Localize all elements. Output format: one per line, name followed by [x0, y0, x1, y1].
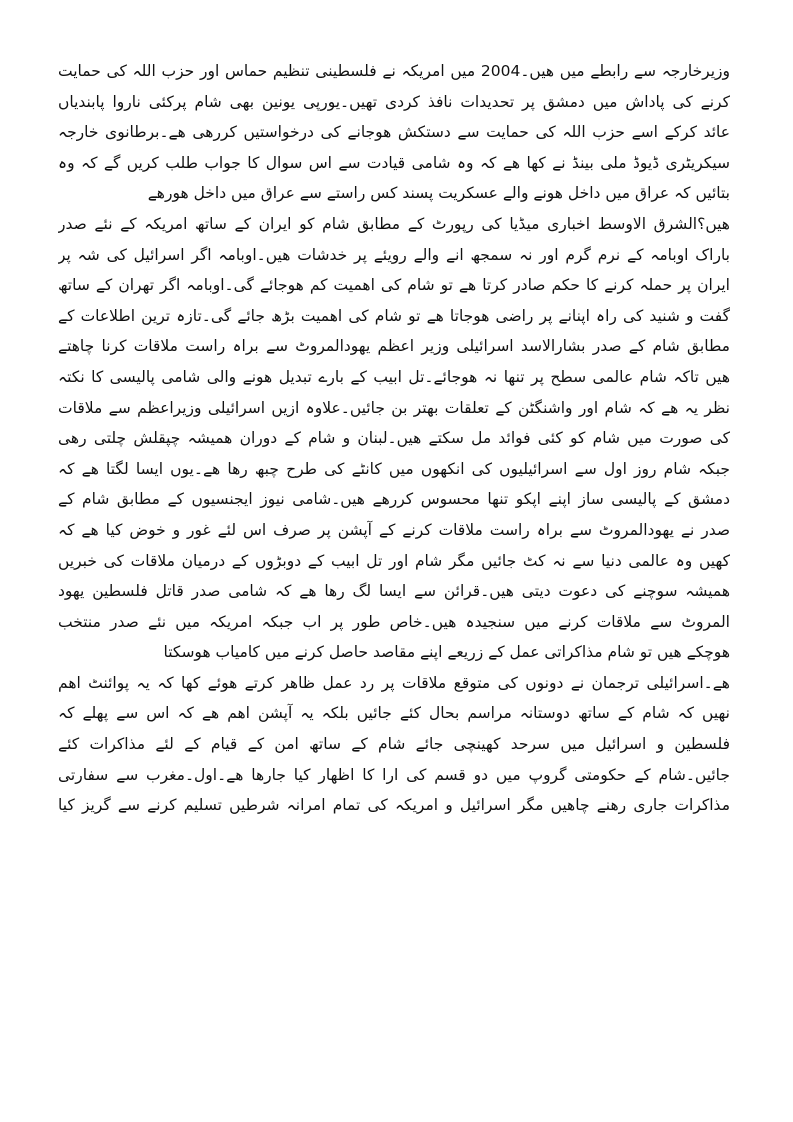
text-line: دمشق کے پالیسی ساز اپنے اپکو تنھا محسوس کررھے ھیں۔شامی نیوز ایجنسیوں کے مطابق شام کے	[58, 490, 730, 509]
text-line: کی صورت میں شام کو کئی فوائد مل سکتے ھیں۔لبنان و شام کے دوران ھمیشہ چپقلش چلتی رھی	[58, 429, 730, 448]
text-line: باراک اوبامہ کے نرم گرم اور نہ سمجھ انے والے رویئے پر خدشات ھیں۔اوبامہ اگر اسرائیل کی شہ پر	[58, 245, 730, 264]
text-line: مذاکرات جاری رھنے چاھیں مگر اسرائیل و امریکہ کی تمام امرانہ شرطیں تسلیم کرنے سے گریز کیا	[58, 796, 730, 815]
text-line: ھیں تاکہ شام عالمی سطح پر تنھا نہ ھوجائے۔تل ابیب کے بارے تبدیل ھونے والی شامی پالیسی کا نکتہ	[58, 367, 730, 386]
text-line: ھیں؟الشرق الاوسط اخباری میڈیا کی رپورٹ کے مطابق شام کو ایران کے ساتھ امریکہ کے نئے صدر	[58, 214, 730, 233]
text-line: صدر نے یھودالمروٹ سے براہ راست ملاقات کرنے کے آپشن پر صرف اس لئے غور و خوض کیا ھے کہ	[58, 520, 730, 539]
text-line: نظر یہ ھے کہ شام اور واشنگٹن کے تعلقات بھتر بن جائیں۔علاوہ ازیں اسرائیلی وزیراعظم سے ملاقات	[58, 398, 730, 417]
text-line: فلسطین و اسرائیل میں سرحد کھینچی جائے شام کے ساتھ امن کے قیام کے لئے مذاکرات کئے	[58, 735, 730, 754]
text-line: کرنے کی پاداش میں دمشق پر تحدیدات نافذ کردی تھیں۔یورپی یونین بھی شام پرکئی ناروا پابندیاں	[58, 92, 730, 111]
text-line: وزیرخارجہ سے رابطے میں ھیں۔2004 میں امریکہ نے فلسطینی تنظیم حماس اور حزب اللہ کی حمایت	[58, 62, 730, 80]
text-line: ھمیشہ سوچنے کی دعوت دیتی ھیں۔قرائن سے ایسا لگ رھا ھے کہ شامی صدر قاتل فلسطین یھود	[58, 582, 730, 601]
text-line: المروٹ سے ملاقات کرنے میں سنجیدہ ھیں۔خاص طور پر اب جبکہ امریکہ میں نئے صدر منتخب	[58, 612, 730, 631]
text-line: ھے۔اسرائیلی ترجمان نے دونوں کی متوقع ملاقات پر رد عمل ظاھر کرتے ھوئے کھا کہ یہ پوائنٹ اھم	[58, 673, 730, 692]
text-line: نھیں کہ شام کے ساتھ دوستانہ مراسم بحال کئے جائیں بلکہ یہ آپشن اھم ھے کہ اس سے پھلے کہ	[58, 704, 730, 723]
text-line: گفت و شنید کی راہ اپنانے پر راضی ھوجاتا ھے تو شام کی اھمیت بڑھ جائے گی۔تازہ ترین اطلاعات کے	[58, 306, 730, 325]
text-line: ایران پر حملہ کرنے کا حکم صادر کرتا ھے تو شام کی اھمیت کم ھوجائے گی۔اوبامہ اگر تھران کے ساتھ	[58, 276, 730, 295]
text-line: جبکہ شام روز اول سے اسرائیلیوں کی انکھوں میں کانٹے کی طرح چبھ رھا ھے۔یوں ایسا لگتا ھے کہ	[58, 459, 730, 478]
text-line: عائد کرکے اسے حزب اللہ کی حمایت سے دستکش ھوجانے کی درخواستیں کررھی ھے۔برطانوی خارجہ	[58, 123, 730, 142]
text-line: سیکریٹری ڈیوڈ ملی بینڈ نے کھا ھے کہ وہ شامی قیادت سے اس سوال کا جواب طلب کریں گے کہ وہ	[58, 153, 730, 172]
text-line: کھیں وہ عالمی دنیا سے نہ کٹ جائیں مگر شام اور تل ابیب کے دوبڑوں کے درمیان ملاقات کی خبریں	[58, 551, 730, 570]
text-line: ھوچکے ھیں تو شام مذاکراتی عمل کے زریعے اپنے مقاصد حاصل کرنے میں کامیاب ھوسکتا	[163, 643, 730, 662]
text-line: جائیں۔شام کے حکومتی گروپ میں دو قسم کی ارا کا اظھار کیا جارھا ھے۔اول۔مغرب سے سفارتی	[58, 765, 730, 784]
text-line: بتائیں کہ عراق میں داخل ھونے والے عسکریت پسند کس راستے سے عراق میں داخل ھورھے	[147, 184, 730, 203]
text-line: مطابق شام کے صدر بشارالاسد اسرائیلی وزیر اعظم یھودالمروٹ سے براہ راست ملاقات کرنا چاھتے	[58, 337, 730, 356]
article-body	[58, 56, 730, 821]
